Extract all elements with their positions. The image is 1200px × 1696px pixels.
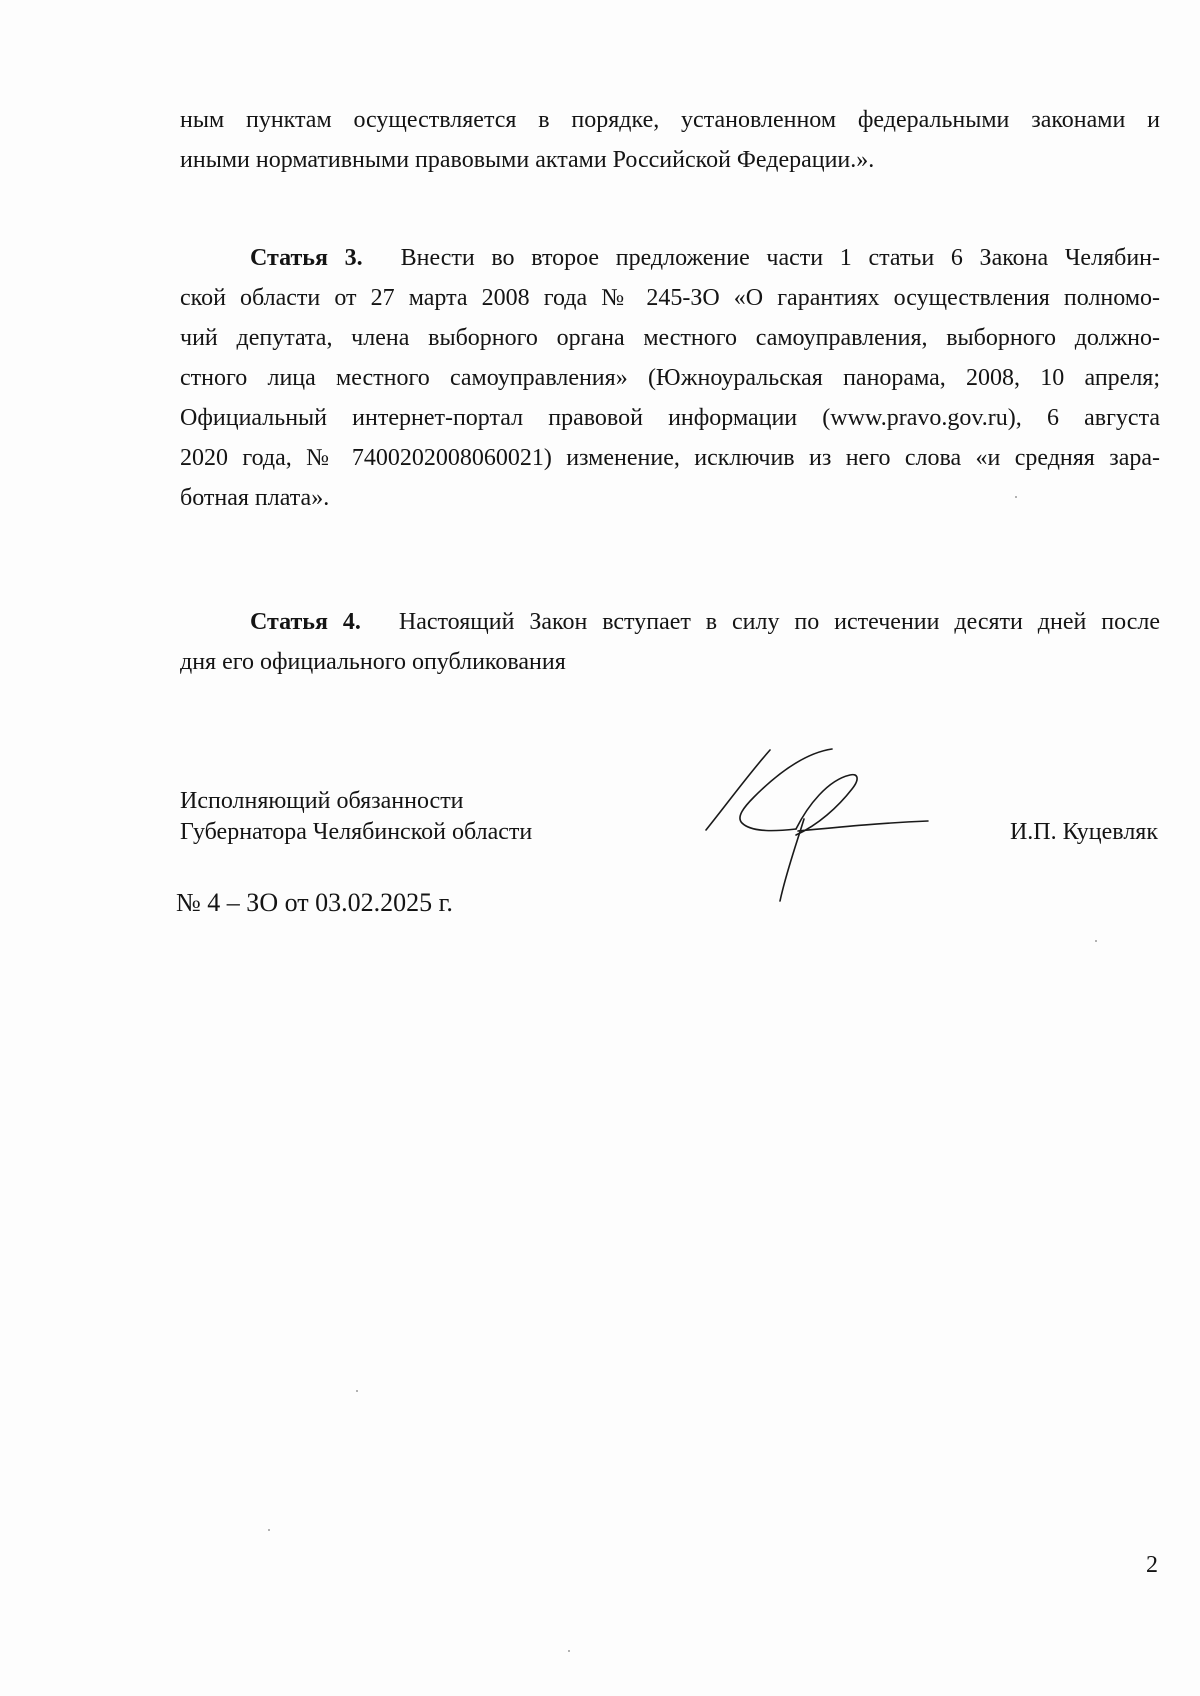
article-4-heading: Статья 4. bbox=[250, 609, 361, 635]
intro-line: ным пунктам осуществляется в порядке, установленном федеральными законами и bbox=[180, 107, 1160, 133]
article-3-line: ботная плата». bbox=[180, 485, 330, 511]
handwritten-signature bbox=[700, 745, 940, 905]
article-4-first-line bbox=[180, 602, 1160, 642]
article-3-line: ской области от 27 марта 2008 года № 245-ЗО «О гарантиях осуществления полномо- bbox=[180, 285, 1160, 311]
article-3-line: стного лица местного самоуправления» (Южноуральская панорама, 2008, 10 апреля; bbox=[180, 365, 1160, 391]
article-3-line: Официальный интернет-портал правовой информации (www.pravo.gov.ru), 6 августа bbox=[180, 405, 1160, 431]
article-3 bbox=[180, 238, 1160, 518]
intro-line: иными нормативными правовыми актами Российской Федерации.». bbox=[180, 147, 875, 173]
article-3-line: 2020 года, № 7400202008060021) изменение, исключив из него слова «и средняя зара- bbox=[180, 445, 1160, 471]
intro-paragraph bbox=[180, 100, 1160, 180]
article-3-heading: Статья 3. bbox=[250, 245, 363, 271]
document-number: № 4 – ЗО от 03.02.2025 г. bbox=[176, 888, 453, 917]
scan-speck bbox=[1095, 940, 1097, 942]
article-4 bbox=[180, 602, 1160, 682]
article-3-line: Внести во второе предложение части 1 статьи 6 Закона Челябин- bbox=[400, 245, 1160, 271]
signatory-title bbox=[180, 786, 532, 848]
article-3-line: чий депутата, члена выборного органа местного самоуправления, выборного должно- bbox=[180, 325, 1160, 351]
page-number: 2 bbox=[1146, 1552, 1158, 1578]
article-3-first-line bbox=[180, 238, 1160, 278]
signatory-title-line: Исполняющий обязанности bbox=[180, 788, 464, 814]
scan-speck bbox=[568, 1650, 570, 1652]
scan-speck bbox=[1015, 496, 1017, 498]
article-4-line: дня его официального опубликования bbox=[180, 649, 566, 675]
article-4-line: Настоящий Закон вступает в силу по истечении десяти дней после bbox=[398, 609, 1160, 635]
scan-speck bbox=[356, 1390, 358, 1392]
signatory-title-line: Губернатора Челябинской области bbox=[180, 819, 533, 845]
signatory-name: И.П. Куцевляк bbox=[1009, 819, 1158, 845]
scan-speck bbox=[268, 1529, 270, 1531]
